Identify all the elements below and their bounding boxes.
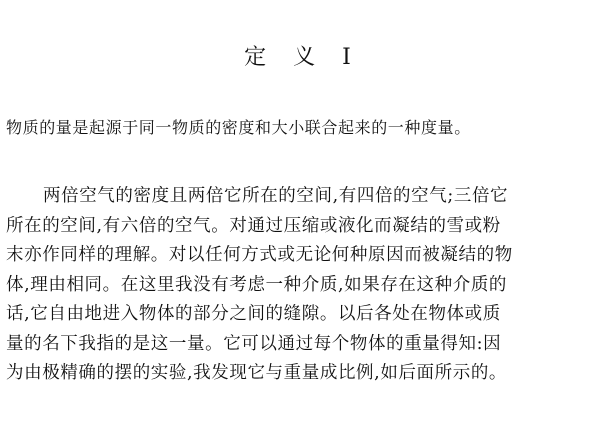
section-heading: 定 义 I [244, 45, 361, 70]
paragraph-line: 末亦作同样的理解。对以任何方式或无论何种原因而被凝结的物 [6, 245, 513, 265]
paragraph-line: 量的名下我指的是这一量。它可以通过每个物体的重量得知:因 [6, 333, 502, 354]
paragraph-line: 两倍空气的密度且两倍它所在的空间,有四倍的空气;三倍它 [43, 186, 509, 206]
paragraph-line: 体,理由相同。在这里我没有考虑一种介质,如果存在这种介质的 [6, 274, 508, 295]
paragraph-line: 所在的空间,有六倍的空气。对通过压缩或液化而凝结的雪或粉 [6, 215, 501, 236]
explanation-paragraph [6, 182, 600, 389]
definition-statement: 物质的量是起源于同一物质的密度和大小联合起来的一种度量。 [6, 118, 471, 137]
paragraph-line: 话,它自由地进入物体的部分之间的缝隙。以后各处在物体或质 [6, 304, 501, 324]
paragraph-line: 为由极精确的摆的实验,我发现它与重量成比例,如后面所示的。 [6, 363, 508, 383]
